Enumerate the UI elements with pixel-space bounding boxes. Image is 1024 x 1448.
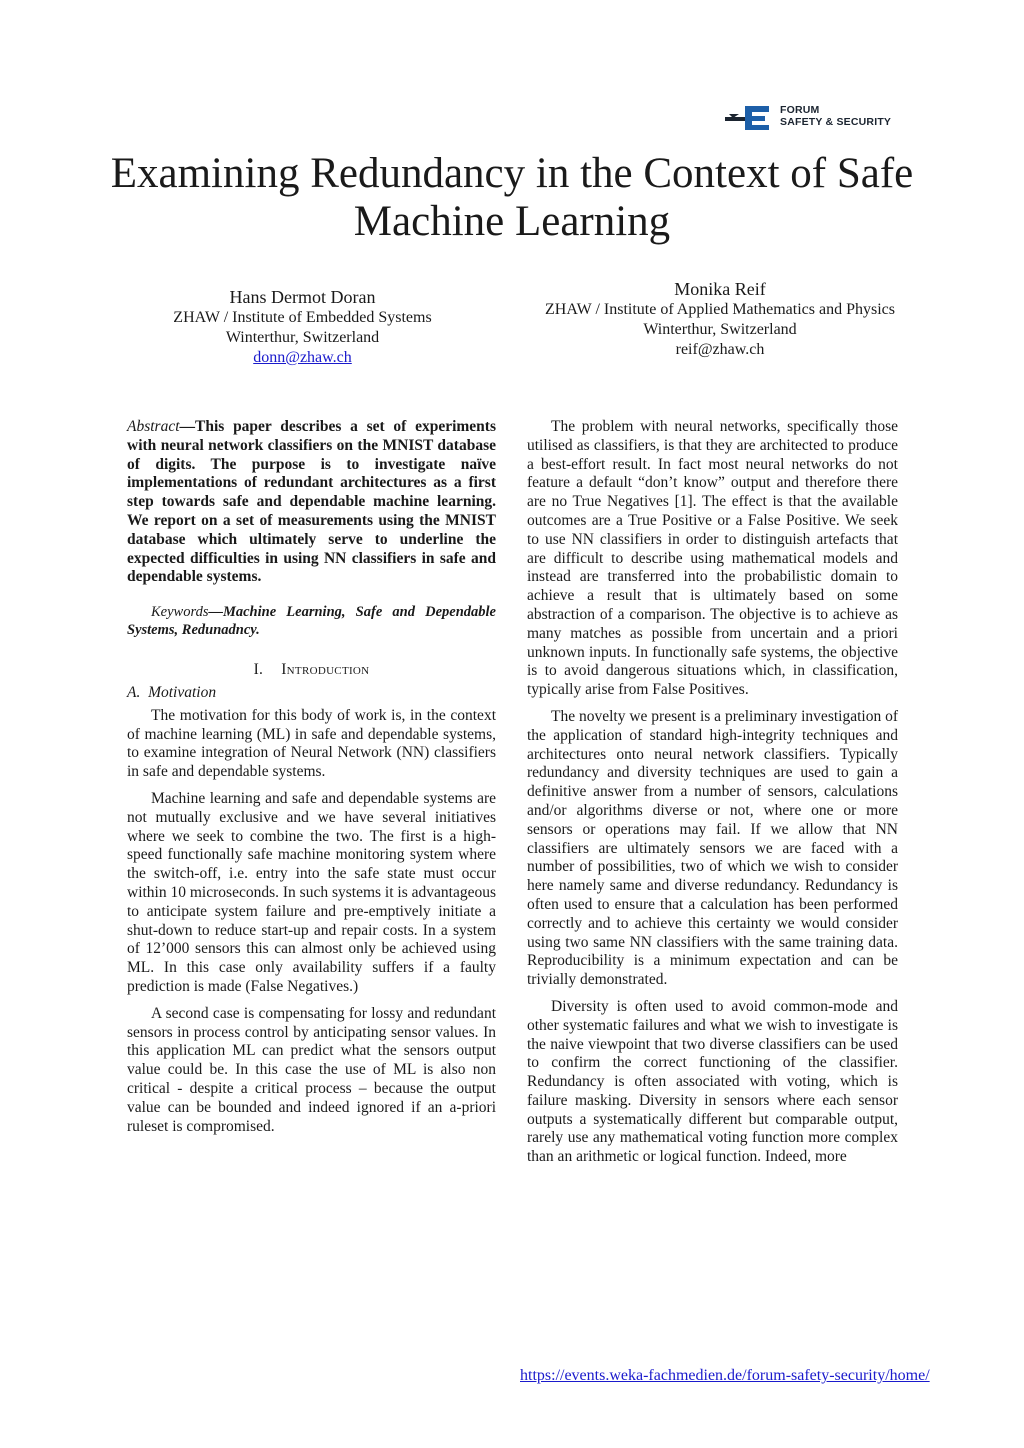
author-name: Monika Reif: [674, 279, 766, 299]
author-block-2: [540, 278, 900, 360]
paragraph: Diversity is often used to avoid common-mode and other systematic failures and what we wish to investigate is the naive viewpoint that two diverse classifiers can be used to confirm the correct functioning of the classifier. Redundancy is often associated with voting, which is failure masking. Diversity in sensors where each sensor outputs a systematically different but comparable output, rarely use any mathematical voting function more complex than an arithmetic or logical function. Indeed, more: [527, 997, 898, 1166]
footer-url-link[interactable]: https://events.weka-fachmedien.de/forum-safety-security/home/: [520, 1367, 930, 1384]
author-block-1: [140, 286, 465, 368]
author-affiliation: ZHAW / Institute of Embedded Systems: [173, 309, 432, 326]
forum-e-logo-icon: [725, 104, 779, 132]
keywords-label: Keywords: [151, 604, 209, 621]
left-column: [127, 418, 496, 1136]
right-column: [527, 418, 898, 1167]
abstract-text: —This paper describes a set of experiments with neural network classifiers on the MNIST database of digits. The purpose is to investigate naïve implementations of redundant architectures as a first step towards safe and dependable machine learning. We report on a set of measurements using the MNIST database which ultimately serve to underline the expected difficulties in using NN classifiers in safe and dependable systems.: [127, 418, 496, 586]
section-title: Introduction: [281, 661, 370, 679]
section-number: I.: [253, 661, 264, 679]
subsection-heading: [127, 684, 496, 703]
paper-title: Examining Redundancy in the Context of Safe Machine Learning: [110, 150, 914, 245]
section-heading: [127, 661, 496, 680]
logo-line-1: FORUM: [780, 104, 820, 116]
subsection-label: A.: [127, 683, 141, 701]
abstract: [127, 418, 496, 587]
subsection-title: Motivation: [148, 683, 217, 701]
author-email: reif@zhaw.ch: [675, 341, 765, 358]
keywords-text: —Machine Learning, Safe and Dependable Systems, Redunadncy.: [127, 604, 496, 639]
paragraph: Machine learning and safe and dependable systems are not mutually exclusive and we have several initiatives where we seek to combine the two. The first is a high-speed functionally safe machine monitoring system where the switch-off, i.e. entry into the safe state must occur within 10 microseconds. In such systems it is advantageous to anticipate system failure and pre-emptively initiate a shut-down to reduce start-up and repair costs. In a system of 12’000 sensors this can almost only be achieved using ML. In this case only availability suffers if a faulty prediction is made (False Negatives.): [127, 789, 496, 995]
paragraph: The novelty we present is a preliminary investigation of the application of standard high-integrity techniques and architectures onto neural network classifiers. Typically redundancy and diversity techniques are used to gain a definitive answer from a number of sensors, calculations and/or algorithms diverse or not, where one or more sensors or operations may fail. If we allow that NN classifiers are ultimately sensors we are faced with a number of possibilities, two of which we wish to consider here namely same and diverse redundancy. Redundancy is often used to ensure that a calculation has been performed correctly and to achieve this certainty we would consider using two same NN classifiers with the same training data. Reproducibility is a minimum expectation and can be trivially demonstrated.: [527, 707, 898, 989]
author-affiliation: ZHAW / Institute of Applied Mathematics and Physics: [545, 301, 895, 318]
author-location: Winterthur, Switzerland: [225, 329, 380, 346]
paragraph: A second case is compensating for lossy and redundant sensors in process control by anticipating sensor values. In this application ML can predict what the sensors output value could be. In this case the use of ML is also non critical - despite a critical process – because the output value can be bounded and indeed ignored if an a-priori ruleset is compromised.: [127, 1004, 496, 1135]
author-email-link[interactable]: donn@zhaw.ch: [253, 349, 352, 366]
paragraph: The motivation for this body of work is, in the context of machine learning (ML) in safe and dependable systems, to examine integration of Neural Network (NN) classifiers in safe and dependable systems.: [127, 706, 496, 781]
logo-line-2: SAFETY & SECURITY: [780, 115, 892, 128]
keywords: [127, 603, 496, 639]
forum-logo: [725, 104, 900, 134]
author-name: Hans Dermot Doran: [229, 287, 376, 307]
author-location: Winterthur, Switzerland: [643, 321, 797, 338]
abstract-label: Abstract: [127, 418, 180, 435]
paragraph: The problem with neural networks, specifically those utilised as classifiers, is that they are architected to produce a best-effort result. In fact most neural networks do not feature a default “don’t know” output and therefore there are no True Negatives [1]. The effect is that the available outcomes are a True Positive or a False Positive. We seek to use NN classifiers in order to distinguish artefacts that are difficult to describe using mathematical models and instead are transferred into the probabilistic domain to achieve a result that is ultimately based on some abstraction of a comparison. The objective is to achieve as many matches as possible from uncertain and a priori unknown inputs. In functionally safe systems, the objective is to avoid dangerous situations which, in classification, typically arise from False Positives.: [527, 418, 898, 699]
